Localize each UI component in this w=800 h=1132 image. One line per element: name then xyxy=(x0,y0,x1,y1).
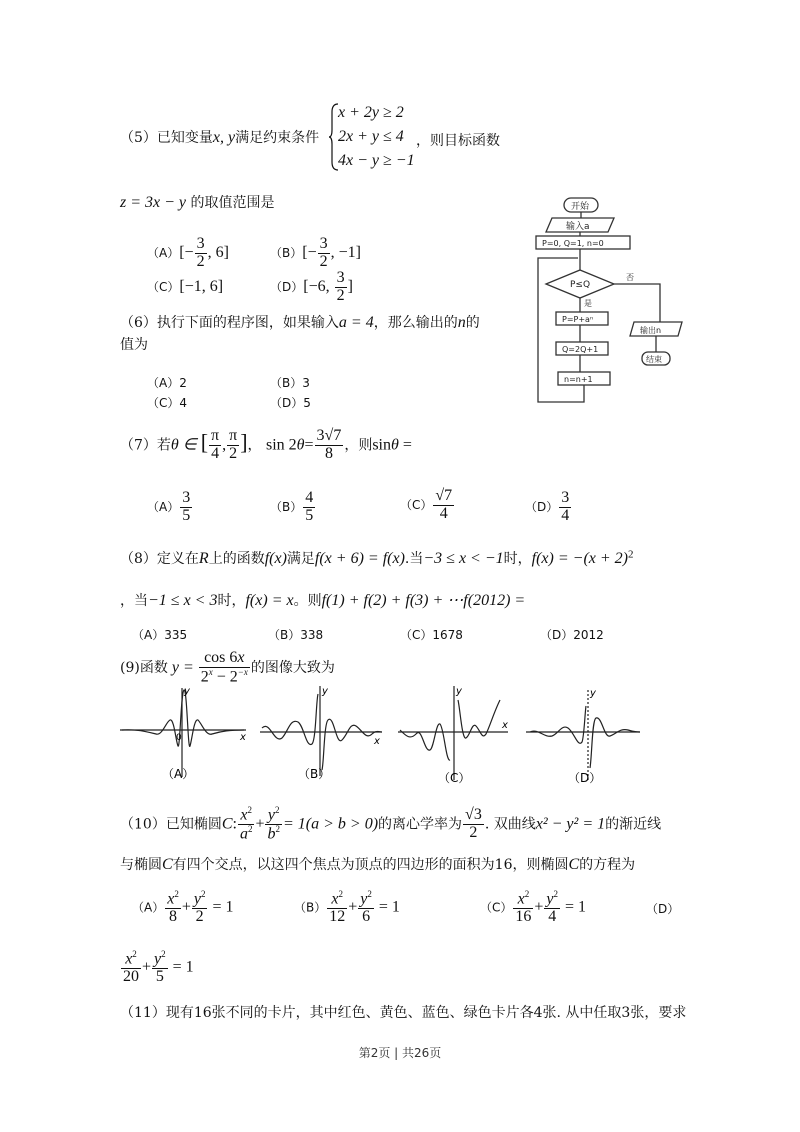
flow-start-label: 开始 xyxy=(571,202,590,212)
q9-c-label: （C） xyxy=(438,771,471,785)
q10-option-d: $\frac{x^2}{20}$ + $\frac{y^2}{5}$ = 1 xyxy=(123,949,194,986)
flowchart xyxy=(522,190,698,420)
flow-step3-label: n=n+1 xyxy=(564,375,593,384)
q6-line2: 值为 xyxy=(120,337,148,353)
flow-step2-label: Q=2Q+1 xyxy=(562,345,599,354)
q5-tail: ，则目标函数 xyxy=(416,133,500,149)
flow-cond-label: P≤Q xyxy=(570,280,591,290)
q9-b-x-label: x xyxy=(374,736,380,747)
q6-line1: （6）执行下面的程序图，如果输入a = 4，那么输出的n的 xyxy=(120,314,480,331)
q8-line1: （8）定义在R上的函数f(x)满足f(x + 6) = f(x).当−3 ≤ x < −1时，$f(x) = -(x + 2)^2$ xyxy=(120,548,634,567)
q9-a-origin-label: 0 xyxy=(176,733,182,743)
constraint-1: x + 2y ≥ 2 xyxy=(338,104,404,121)
flow-end-label: 结束 xyxy=(646,355,662,364)
q5-option-b: （B）[− $\frac{3}{2}$ , −1] xyxy=(270,235,361,270)
q9-graph-d xyxy=(524,682,652,786)
q7-option-a: （A） $\frac{3}{5}$ xyxy=(147,489,191,524)
q9-stem: (9)函数 y = $\frac{\cos 6x}{2^x - 2^{-x}}$ 的图像大致为 xyxy=(120,649,335,686)
flow-output-label: 输出n xyxy=(640,326,662,335)
flow-no-label: 否 xyxy=(626,273,634,282)
flow-step1-label: P=P+aⁿ xyxy=(562,315,594,324)
q9-a-x-label: x xyxy=(240,732,246,743)
q6-option-c: （C）4 xyxy=(147,396,188,410)
q10-line1: （10）已知椭圆C: $\frac{x^2}{a^2}$ + $\frac{y^2}{b^2}$ = 1(a > b > 0)的离心学率为 $\frac{√3}{2}$ . 双曲线x² − y² = 1的渐近线 xyxy=(120,805,662,843)
constraint-2: 2x + y ≤ 4 xyxy=(338,128,404,145)
q9-graph-c xyxy=(396,682,520,786)
q9-a-y-label: y xyxy=(184,686,190,697)
q5-option-c: （C）[−1, 6] xyxy=(147,278,224,295)
q6-option-b: （B）3 xyxy=(270,376,310,390)
q5-intro: （5）已知变量x, y满足约束条件 xyxy=(120,129,320,146)
q5-objective: z = 3x − y 的取值范围是 xyxy=(120,194,275,211)
q10-option-c: （C） $\frac{x^2}{16}$ + $\frac{y^2}{4}$ = 1 xyxy=(480,889,587,926)
q8-option-c: （C）1678 xyxy=(400,628,463,642)
q6-option-d: （D）5 xyxy=(270,396,311,410)
q9-c-x-label: x xyxy=(502,720,508,731)
q7-option-b: （B） $\frac{4}{5}$ xyxy=(270,489,314,524)
q5-option-d: （D）[−6, $\frac{3}{2}$ ] xyxy=(270,269,353,304)
flow-init-label: P=0, Q=1, n=0 xyxy=(542,239,604,248)
q10-option-b: （B） $\frac{x^2}{12}$ + $\frac{y^2}{6}$ = 1 xyxy=(294,889,400,926)
q7-option-d: （D） $\frac{3}{4}$ xyxy=(525,489,570,524)
q10-option-d-label: （D） xyxy=(646,902,680,916)
q11-line1: （11）现有16张不同的卡片，其中红色、黄色、蓝色、绿色卡片各4张. 从中任取3张，要求 xyxy=(120,1005,687,1021)
q9-d-label: （D） xyxy=(568,771,602,785)
q8-line2: ，当−1 ≤ x < 3时，f(x) = x。则f(1) + f(2) + f(3) + ⋯f(2012) = xyxy=(120,592,526,609)
q7-stem: （7）若θ ∈ [ $\frac{\pi}{4}$ , $\frac{\pi}{2}$ ]， sin 2θ= $\frac{3√7}{8}$ ，则sinθ = xyxy=(120,427,412,462)
q9-c-y-label: y xyxy=(456,686,462,697)
q5-option-a: （A）[− $\frac{3}{2}$ , 6] xyxy=(147,235,229,270)
q9-graph-a xyxy=(118,682,254,782)
q10-option-a: （A） $\frac{x^2}{8}$ + $\frac{y^2}{2}$ = 1 xyxy=(132,889,234,926)
q9-b-y-label: y xyxy=(322,686,328,697)
constraint-3: 4x − y ≥ −1 xyxy=(338,152,415,169)
q8-option-b: （B）338 xyxy=(268,628,324,642)
q6-option-a: （A）2 xyxy=(147,376,187,390)
q9-b-label: （B） xyxy=(298,767,331,781)
q8-option-a: （A）335 xyxy=(132,628,188,642)
flow-yes-label: 是 xyxy=(584,299,592,308)
page-footer: 第2页 | 共26页 xyxy=(358,1046,442,1060)
flow-input-label: 输入a xyxy=(566,222,590,232)
q10-line2: 与椭圆C有四个交点，以这四个焦点为顶点的四边形的面积为16，则椭圆C的方程为 xyxy=(120,856,636,873)
q8-option-d: （D）2012 xyxy=(540,628,604,642)
q9-graph-b xyxy=(258,682,388,782)
q9-a-label: （A） xyxy=(162,767,195,781)
q9-d-y-label: y xyxy=(590,688,596,699)
q7-option-c: （C） $\frac{√7}{4}$ xyxy=(400,487,453,522)
